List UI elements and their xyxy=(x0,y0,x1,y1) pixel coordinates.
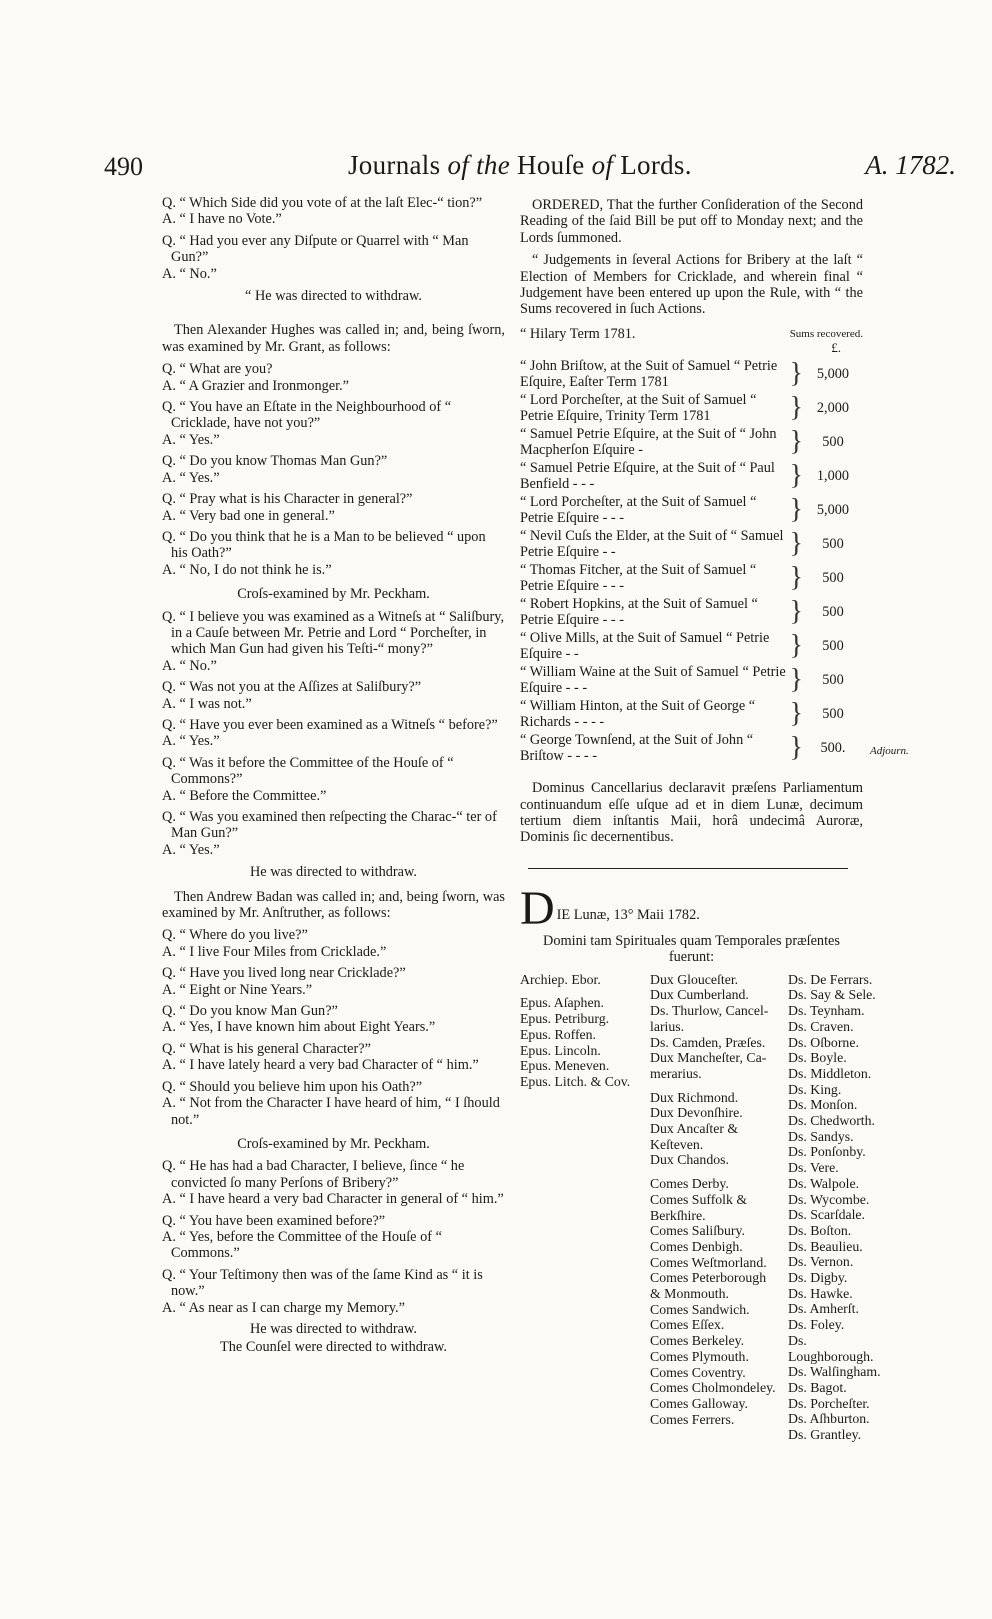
judgement-sum: 500 xyxy=(822,672,844,689)
brace-mark: } xyxy=(789,630,803,662)
judgement-text: “ Robert Hopkins, at the Suit of Samuel “ Petrie Eſquire - - - xyxy=(520,596,758,629)
answer: A. “ No.” xyxy=(162,657,217,674)
cross-examination-1 xyxy=(162,609,505,859)
judgement-text: “ Olive Mills, at the Suit of Samuel “ Petrie Eſquire - - xyxy=(520,630,770,663)
lord-entry: Comes Saliſbury. xyxy=(650,1223,745,1239)
lord-entry: Keſteven. xyxy=(650,1136,704,1152)
lord-entry: Ds. Loughborough. xyxy=(788,1332,874,1364)
answer: A. “ Yes.” xyxy=(162,733,220,750)
question: Q. “ Do you know Man Gun?” xyxy=(162,1003,338,1020)
lord-entry: Ds. Vernon. xyxy=(788,1254,854,1270)
answer: A. “ Yes.” xyxy=(162,431,220,448)
page-header xyxy=(0,150,992,194)
lord-entry: Dux Mancheſter, Ca- xyxy=(650,1050,767,1066)
lord-entry: Ds. Walpole. xyxy=(788,1175,860,1191)
lord-entry: Ds. King. xyxy=(788,1081,842,1097)
judgement-text: “ George Townſend, at the Suit of John “ Briſtow - - - - xyxy=(520,732,754,765)
lord-entry: Ds. Porcheſter. xyxy=(788,1395,870,1411)
brace-mark: } xyxy=(789,494,803,526)
lords-column-dukes-earls xyxy=(650,972,790,1428)
lord-entry xyxy=(650,1082,790,1090)
lord-entry: Ds. Teynham. xyxy=(788,1003,865,1019)
sitting-date: IE Lunæ, 13° Maii 1782. xyxy=(556,906,700,923)
journal-title: Journals of the Houſe of Lords. xyxy=(348,150,692,180)
lord-entry: Ds. Digby. xyxy=(788,1270,848,1286)
qa-block xyxy=(162,453,505,486)
lord-entry: Ds. Wycombe. xyxy=(788,1191,870,1207)
lord-entry: Comes Eſſex. xyxy=(650,1317,725,1333)
judgement-row xyxy=(520,732,863,766)
question: Q. “ Was you examined then reſpecting the Charac-“ ter of Man Gun?” xyxy=(162,809,497,842)
ordered-paragraph: ORDERED, That the further Conſideration of the Second Reading of the ſaid Bill be put off to Monday next; and the Lords ſummoned. xyxy=(520,197,863,246)
lord-entry: Epus. Meneven. xyxy=(520,1058,610,1074)
lord-entry: Berkſhire. xyxy=(650,1207,706,1223)
judgement-row xyxy=(520,392,863,426)
judgement-sum: 500 xyxy=(822,570,844,587)
answer: A. “ Yes, I have known him about Eight Years.” xyxy=(162,1019,436,1036)
lord-entry: Ds. De Ferrars. xyxy=(788,971,873,987)
drop-cap: D xyxy=(520,888,555,929)
lord-entry: Comes Denbigh. xyxy=(650,1238,743,1254)
judgement-row xyxy=(520,664,863,698)
badan-examination xyxy=(162,927,505,1127)
lord-entry: Dux Cumberland. xyxy=(650,987,749,1003)
left-column xyxy=(162,195,505,1358)
answer: A. “ Yes.” xyxy=(162,469,220,486)
brace-mark: } xyxy=(789,664,803,696)
page-year: A. 1782. xyxy=(865,150,956,180)
judgement-text: “ John Briſtow, at the Suit of Samuel “ Petrie Eſquire, Eaſter Term 1781 xyxy=(520,358,778,391)
qa-block xyxy=(162,965,505,998)
question: Q. “ Your Teſtimony then was of the ſame Kind as “ it is now.” xyxy=(162,1266,483,1300)
qa-block xyxy=(162,809,505,858)
judgement-sum: 500. xyxy=(820,740,846,757)
answer: A. “ Yes.” xyxy=(162,841,220,858)
brace-mark: } xyxy=(789,358,803,390)
answer: A. “ As near as I can charge my Memory.” xyxy=(162,1299,405,1316)
badan-paragraph: Then Andrew Badan was called in; and, being ſworn, was examined by Mr. Anſtruther, as follows: xyxy=(162,888,505,922)
qa-block xyxy=(162,361,505,394)
lord-entry: Ds. Middleton. xyxy=(788,1065,872,1081)
question: Q. “ Where do you live?” xyxy=(162,927,308,944)
lords-column-spiritual xyxy=(520,972,650,1090)
qa-block xyxy=(162,609,505,675)
lords-present-list xyxy=(520,971,881,1443)
qa-block xyxy=(162,1041,505,1074)
question: Q. “ Had you ever any Diſpute or Quarrel with “ Man Gun?” xyxy=(162,232,469,266)
judgement-row xyxy=(520,698,863,732)
lord-entry: Comes Cholmondeley. xyxy=(650,1380,776,1396)
lord-entry: Ds. Sandys. xyxy=(788,1128,854,1144)
judgement-text: “ Lord Porcheſter, at the Suit of Samuel “ Petrie Eſquire - - - xyxy=(520,494,757,527)
lord-entry: Ds. Walſingham. xyxy=(788,1364,881,1380)
lord-entry: Epus. Roffen. xyxy=(520,1026,597,1042)
sums-header: Sums recovered. xyxy=(789,327,863,340)
lord-entry: Dux Ancaſter & xyxy=(650,1121,739,1137)
lord-entry: Dux Devonſhire. xyxy=(650,1105,743,1121)
section-divider xyxy=(528,868,848,869)
judgement-sum: 5,000 xyxy=(816,502,850,519)
brace-mark: } xyxy=(789,562,803,594)
answer: A. “ Yes, before the Committee of the Houſe of “ Commons.” xyxy=(162,1228,442,1262)
question: Q. “ Was it before the Committee of the Houſe of “ Commons?” xyxy=(162,754,454,788)
answer: A. “ I have no Vote.” xyxy=(162,211,282,228)
judgements-intro: “ Judgements in ſeveral Actions for Bribery at the laſt “ Election of Members for Cricklade, and wherein final “ Judgement have been entered up upon the Rule, with “ the Sums recovered in ſuch Actions. xyxy=(520,252,863,318)
judgement-sum: 5,000 xyxy=(816,366,850,383)
qa-block xyxy=(162,529,505,578)
judgement-row xyxy=(520,562,863,596)
judgements-header-row xyxy=(520,326,863,342)
cross-exam-heading: Croſs-examined by Mr. Peckham. xyxy=(237,586,430,603)
lord-entry: Comes Coventry. xyxy=(650,1364,746,1380)
present-line: Domini tam Spirituales quam Temporales præſentes fuerunt: xyxy=(543,932,840,966)
adjourn-margin-note: Adjourn. xyxy=(870,745,909,757)
lords-column-barons xyxy=(788,972,888,1443)
lord-entry: Ds. Monſon. xyxy=(788,1097,858,1113)
lord-entry: Comes Berkeley. xyxy=(650,1333,745,1349)
lord-entry: Comes Plymouth. xyxy=(650,1348,749,1364)
lord-entry: Dux Richmond. xyxy=(650,1089,739,1105)
counsel-withdraw-note: The Counſel were directed to withdraw. xyxy=(220,1339,447,1356)
question: Q. “ You have been examined before?” xyxy=(162,1212,386,1229)
question: Q. “ Pray what is his Character in general?” xyxy=(162,491,413,508)
judgement-row xyxy=(520,596,863,630)
lord-entry: Ds. Boſton. xyxy=(788,1222,852,1238)
judgement-text: “ William Waine at the Suit of Samuel “ Petrie Eſquire - - - xyxy=(520,664,786,697)
question: Q. “ What are you? xyxy=(162,361,273,378)
lord-entry: Comes Derby. xyxy=(650,1176,729,1192)
brace-mark: } xyxy=(789,596,803,628)
answer: A. “ I live Four Miles from Cricklade.” xyxy=(162,943,387,960)
lord-entry: larius. xyxy=(650,1018,685,1034)
qa-block xyxy=(162,755,505,804)
question: Q. “ I believe you was examined as a Witneſs at “ Saliſbury, in a Cauſe between Mr. Petrie and Lord “ Porcheſter, in which Man Gun had given his Teſti-“ mony?” xyxy=(162,608,505,658)
qa-block xyxy=(162,233,505,282)
judgement-row xyxy=(520,630,863,664)
qa-block xyxy=(162,1213,505,1262)
page-number: 490 xyxy=(104,152,143,181)
lord-entry: merarius. xyxy=(650,1065,702,1081)
brace-mark: } xyxy=(789,732,803,764)
lord-entry xyxy=(650,1168,790,1176)
qa-block xyxy=(162,679,505,712)
answer: A. “ Very bad one in general.” xyxy=(162,507,335,524)
lord-entry: Ds. Craven. xyxy=(788,1018,854,1034)
lord-entry: Comes Weſtmorland. xyxy=(650,1254,767,1270)
lord-entry: Ds. Vere. xyxy=(788,1160,839,1176)
lord-entry: Comes Sandwich. xyxy=(650,1301,750,1317)
judgement-sum: 500 xyxy=(822,434,844,451)
qa-block xyxy=(162,1267,505,1316)
sitting-heading xyxy=(520,889,863,929)
qa-block xyxy=(162,1158,505,1207)
judgement-sum: 500 xyxy=(822,604,844,621)
answer: A. “ A Grazier and Ironmonger.” xyxy=(162,377,349,394)
lord-entry: Ds. Say & Sele. xyxy=(788,987,876,1003)
answer: A. “ Eight or Nine Years.” xyxy=(162,981,313,998)
judgement-sum: 1,000 xyxy=(816,468,850,485)
lord-entry: Epus. Litch. & Cov. xyxy=(520,1073,631,1089)
lord-entry: Comes Suffolk & xyxy=(650,1191,748,1207)
withdraw-note: “ He was directed to withdraw. xyxy=(245,288,422,305)
lord-entry: Epus. Aſaphen. xyxy=(520,995,604,1011)
lord-entry: Ds. Aſhburton. xyxy=(788,1411,870,1427)
question: Q. “ Have you ever been examined as a Witneſs “ before?” xyxy=(162,716,498,733)
judgement-text: “ Lord Porcheſter, at the Suit of Samuel “ Petrie Eſquire, Trinity Term 1781 xyxy=(520,392,757,425)
cross-exam-heading: Croſs-examined by Mr. Peckham. xyxy=(237,1135,430,1152)
judgement-text: “ Nevil Cuſs the Elder, at the Suit of “ Samuel Petrie Eſquire - - xyxy=(520,528,784,561)
brace-mark: } xyxy=(789,460,803,492)
judgement-sum: 2,000 xyxy=(816,400,850,417)
judgement-row xyxy=(520,460,863,494)
brace-mark: } xyxy=(789,392,803,424)
cross-examination-2 xyxy=(162,1158,505,1316)
answer: A. “ I have heard a very bad Character in general of “ him.” xyxy=(162,1191,504,1208)
adjournment-paragraph: Dominus Cancellarius declaravit præſens Parliamentum continuandum eſſe uſque ad et in diem Lunæ, decimum tertium diem inſtantis Maii, horâ undecimâ Auroræ, Dominis ſic decernentibus. xyxy=(520,780,863,846)
judgements-table xyxy=(520,358,863,766)
brace-mark: } xyxy=(789,528,803,560)
lord-entry: Archiep. Ebor. xyxy=(520,971,601,987)
question: Q. “ Which Side did you vote of at the laſt Elec-“ tion?” xyxy=(162,195,483,211)
question: Q. “ What is his general Character?” xyxy=(162,1040,371,1057)
withdraw-note: He was directed to withdraw. xyxy=(249,1320,417,1337)
lord-entry: Dux Glouceſter. xyxy=(650,971,739,987)
lord-entry: Ds. Beaulieu. xyxy=(788,1238,863,1254)
lord-entry: Ds. Thurlow, Cancel- xyxy=(650,1003,769,1019)
lord-entry: Comes Galloway. xyxy=(650,1395,748,1411)
answer: A. “ I was not.” xyxy=(162,695,252,712)
lord-entry xyxy=(520,987,650,995)
withdraw-note: He was directed to withdraw. xyxy=(249,864,417,881)
hughes-examination xyxy=(162,361,505,578)
lord-entry: Ds. Bagot. xyxy=(788,1379,847,1395)
brace-mark: } xyxy=(789,426,803,458)
qa-block xyxy=(162,491,505,524)
hughes-paragraph: Then Alexander Hughes was called in; and, being ſworn, was examined by Mr. Grant, as follows: xyxy=(162,322,505,355)
question: Q. “ He has had a bad Character, I believe, ſince “ he convicted ſo many Perſons of Bribery?” xyxy=(162,1158,465,1191)
lord-entry: Comes Peterborough xyxy=(650,1270,767,1286)
qa-block xyxy=(162,195,505,228)
qa-block xyxy=(162,927,505,960)
judgement-text: “ William Hinton, at the Suit of George “ Richards - - - - xyxy=(520,698,756,731)
judgement-sum: 500 xyxy=(822,536,844,553)
lord-entry: Ds. Grantley. xyxy=(788,1427,862,1443)
question: Q. “ Should you believe him upon his Oath?” xyxy=(162,1078,423,1095)
question: Q. “ Do you know Thomas Man Gun?” xyxy=(162,453,388,470)
question: Q. “ Have you lived long near Cricklade?” xyxy=(162,965,406,982)
answer: A. “ Not from the Character I have heard of him, “ I ſhould not.” xyxy=(162,1095,500,1128)
lord-entry: Ds. Chedworth. xyxy=(788,1113,875,1129)
answer: A. “ Before the Committee.” xyxy=(162,787,327,804)
answer: A. “ I have lately heard a very bad Character of “ him.” xyxy=(162,1057,479,1074)
qa-block xyxy=(162,1003,505,1036)
currency-label: £. xyxy=(831,340,841,356)
judgement-row xyxy=(520,528,863,562)
judgement-text: “ Thomas Fitcher, at the Suit of Samuel “ Petrie Eſquire - - - xyxy=(520,562,757,595)
judgement-text: “ Samuel Petrie Eſquire, at the Suit of “ Paul Benfield - - - xyxy=(520,460,775,493)
lord-entry: Ds. Scarſdale. xyxy=(788,1207,866,1223)
answer: A. “ No.” xyxy=(162,265,217,282)
judgement-sum: 500 xyxy=(822,638,844,655)
lord-entry: & Monmouth. xyxy=(650,1286,729,1302)
lord-entry: Epus. Petriburg. xyxy=(520,1011,610,1027)
judgement-sum: 500 xyxy=(822,706,844,723)
lord-entry: Ds. Camden, Præſes. xyxy=(650,1034,766,1050)
lord-entry: Ds. Oſborne. xyxy=(788,1034,859,1050)
lord-entry: Dux Chandos. xyxy=(650,1152,729,1168)
lord-entry: Ds. Ponſonby. xyxy=(788,1144,866,1160)
qa-block xyxy=(162,717,505,750)
term-label: “ Hilary Term 1781. xyxy=(520,325,636,342)
question: Q. “ Do you think that he is a Man to be believed “ upon his Oath?” xyxy=(162,528,486,562)
qa-block xyxy=(162,1079,505,1128)
answer: A. “ No, I do not think he is.” xyxy=(162,561,332,578)
lord-entry: Ds. Hawke. xyxy=(788,1285,853,1301)
judgement-row xyxy=(520,358,863,392)
judgement-row xyxy=(520,426,863,460)
judgement-text: “ Samuel Petrie Eſquire, at the Suit of “ John Macpherſon Eſquire - xyxy=(520,426,777,459)
right-column xyxy=(520,195,881,1443)
question: Q. “ You have an Eſtate in the Neighbourhood of “ Cricklade, have not you?” xyxy=(162,399,452,432)
lord-entry: Ds. Amherſt. xyxy=(788,1301,859,1317)
lord-entry: Ds. Foley. xyxy=(788,1317,845,1333)
brace-mark: } xyxy=(789,698,803,730)
judgement-row xyxy=(520,494,863,528)
lord-entry: Ds. Boyle. xyxy=(788,1050,847,1066)
qa-block xyxy=(162,399,505,448)
question: Q. “ Was not you at the Aſſizes at Saliſbury?” xyxy=(162,679,422,696)
lord-entry: Comes Ferrers. xyxy=(650,1411,735,1427)
lord-entry: Epus. Lincoln. xyxy=(520,1042,601,1058)
